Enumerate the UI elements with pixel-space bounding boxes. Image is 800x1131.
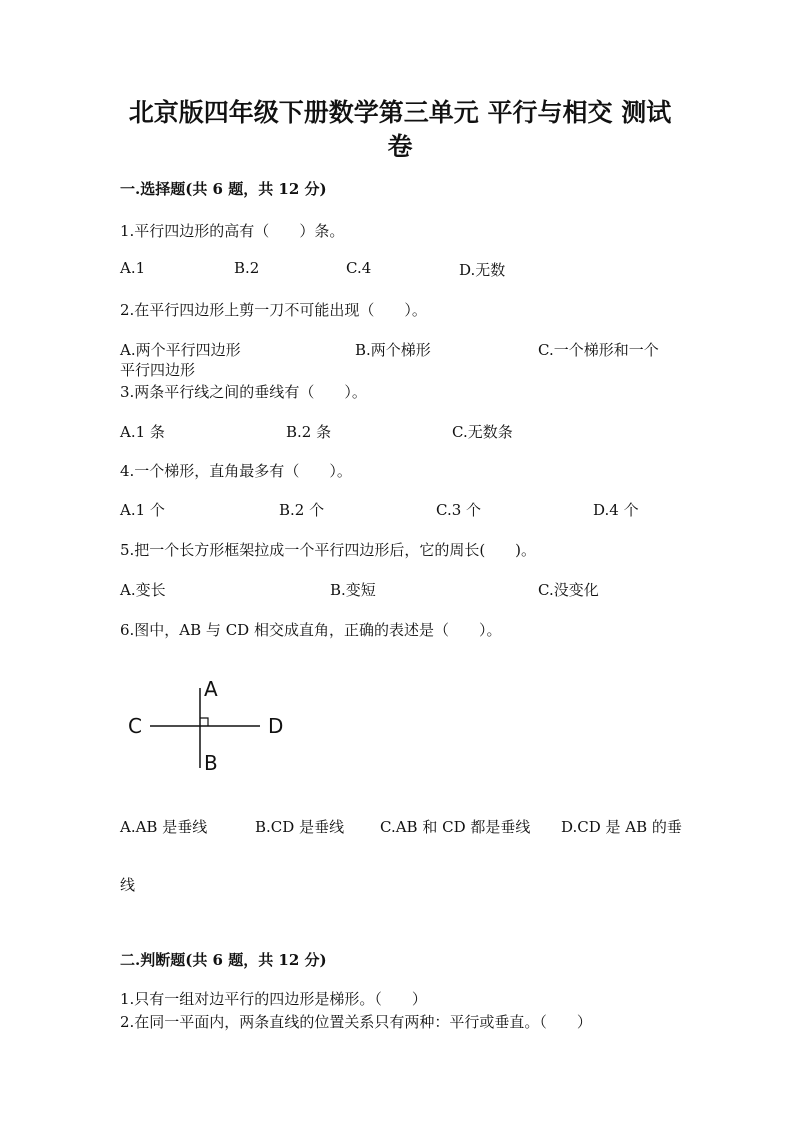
section-1-heading: 一.选择题(共 6 题，共 12 分) — [120, 180, 327, 198]
q4-option-a: A.1 个 — [120, 501, 165, 519]
judge-question-1: 1.只有一组对边平行的四边形是梯形。（ ） — [120, 990, 427, 1008]
page-title — [120, 96, 680, 164]
label-c: C — [128, 714, 142, 738]
label-a: A — [204, 677, 218, 701]
q3-option-a: A.1 条 — [120, 423, 165, 441]
q2-option-c: C.一个梯形和一个 — [538, 341, 659, 359]
q4-option-d: D.4 个 — [593, 501, 639, 519]
q6-option-a: A.AB 是垂线 — [120, 818, 208, 836]
question-1: 1.平行四边形的高有（ ）条。 — [120, 222, 345, 240]
q3-option-c: C.无数条 — [452, 423, 513, 441]
q6-option-b: B.CD 是垂线 — [255, 818, 345, 836]
q6-option-d: D.CD 是 AB 的垂 — [561, 818, 682, 836]
perpendicular-lines-diagram — [120, 668, 300, 778]
question-3: 3.两条平行线之间的垂线有（ ）。 — [120, 383, 367, 401]
q5-option-a: A.变长 — [120, 581, 166, 599]
label-d: D — [268, 714, 284, 738]
q2-option-b: B.两个梯形 — [355, 341, 431, 359]
section-2-heading: 二.判断题(共 6 题，共 12 分) — [120, 951, 327, 969]
q6-option-c: C.AB 和 CD 都是垂线 — [380, 818, 531, 836]
q4-option-c: C.3 个 — [436, 501, 482, 519]
q2-option-wrap: 平行四边形 — [120, 361, 196, 379]
question-5: 5.把一个长方形框架拉成一个平行四边形后，它的周长( )。 — [120, 541, 537, 559]
q1-option-d: D.无数 — [459, 261, 506, 279]
judge-question-2: 2.在同一平面内，两条直线的位置关系只有两种：平行或垂直。（ ） — [120, 1013, 592, 1031]
q1-option-b: B.2 — [234, 259, 260, 277]
q3-option-b: B.2 条 — [286, 423, 332, 441]
q6-option-wrap: 线 — [120, 876, 136, 894]
q5-option-b: B.变短 — [330, 581, 376, 599]
question-2: 2.在平行四边形上剪一刀不可能出现（ ）。 — [120, 301, 427, 319]
label-b: B — [204, 751, 218, 775]
q1-option-a: A.1 — [120, 259, 146, 277]
q5-option-c: C.没变化 — [538, 581, 599, 599]
question-4: 4.一个梯形，直角最多有（ ）。 — [120, 462, 352, 480]
question-6: 6.图中，AB 与 CD 相交成直角，正确的表述是（ ）。 — [120, 621, 502, 639]
right-angle-mark — [200, 718, 208, 726]
q2-option-a: A.两个平行四边形 — [120, 341, 241, 359]
q1-option-c: C.4 — [346, 259, 372, 277]
q4-option-b: B.2 个 — [279, 501, 325, 519]
title-line-1: 北京版四年级下册数学第三单元 平行与相交 测试 — [128, 98, 672, 127]
title-line-2: 卷 — [387, 132, 413, 161]
